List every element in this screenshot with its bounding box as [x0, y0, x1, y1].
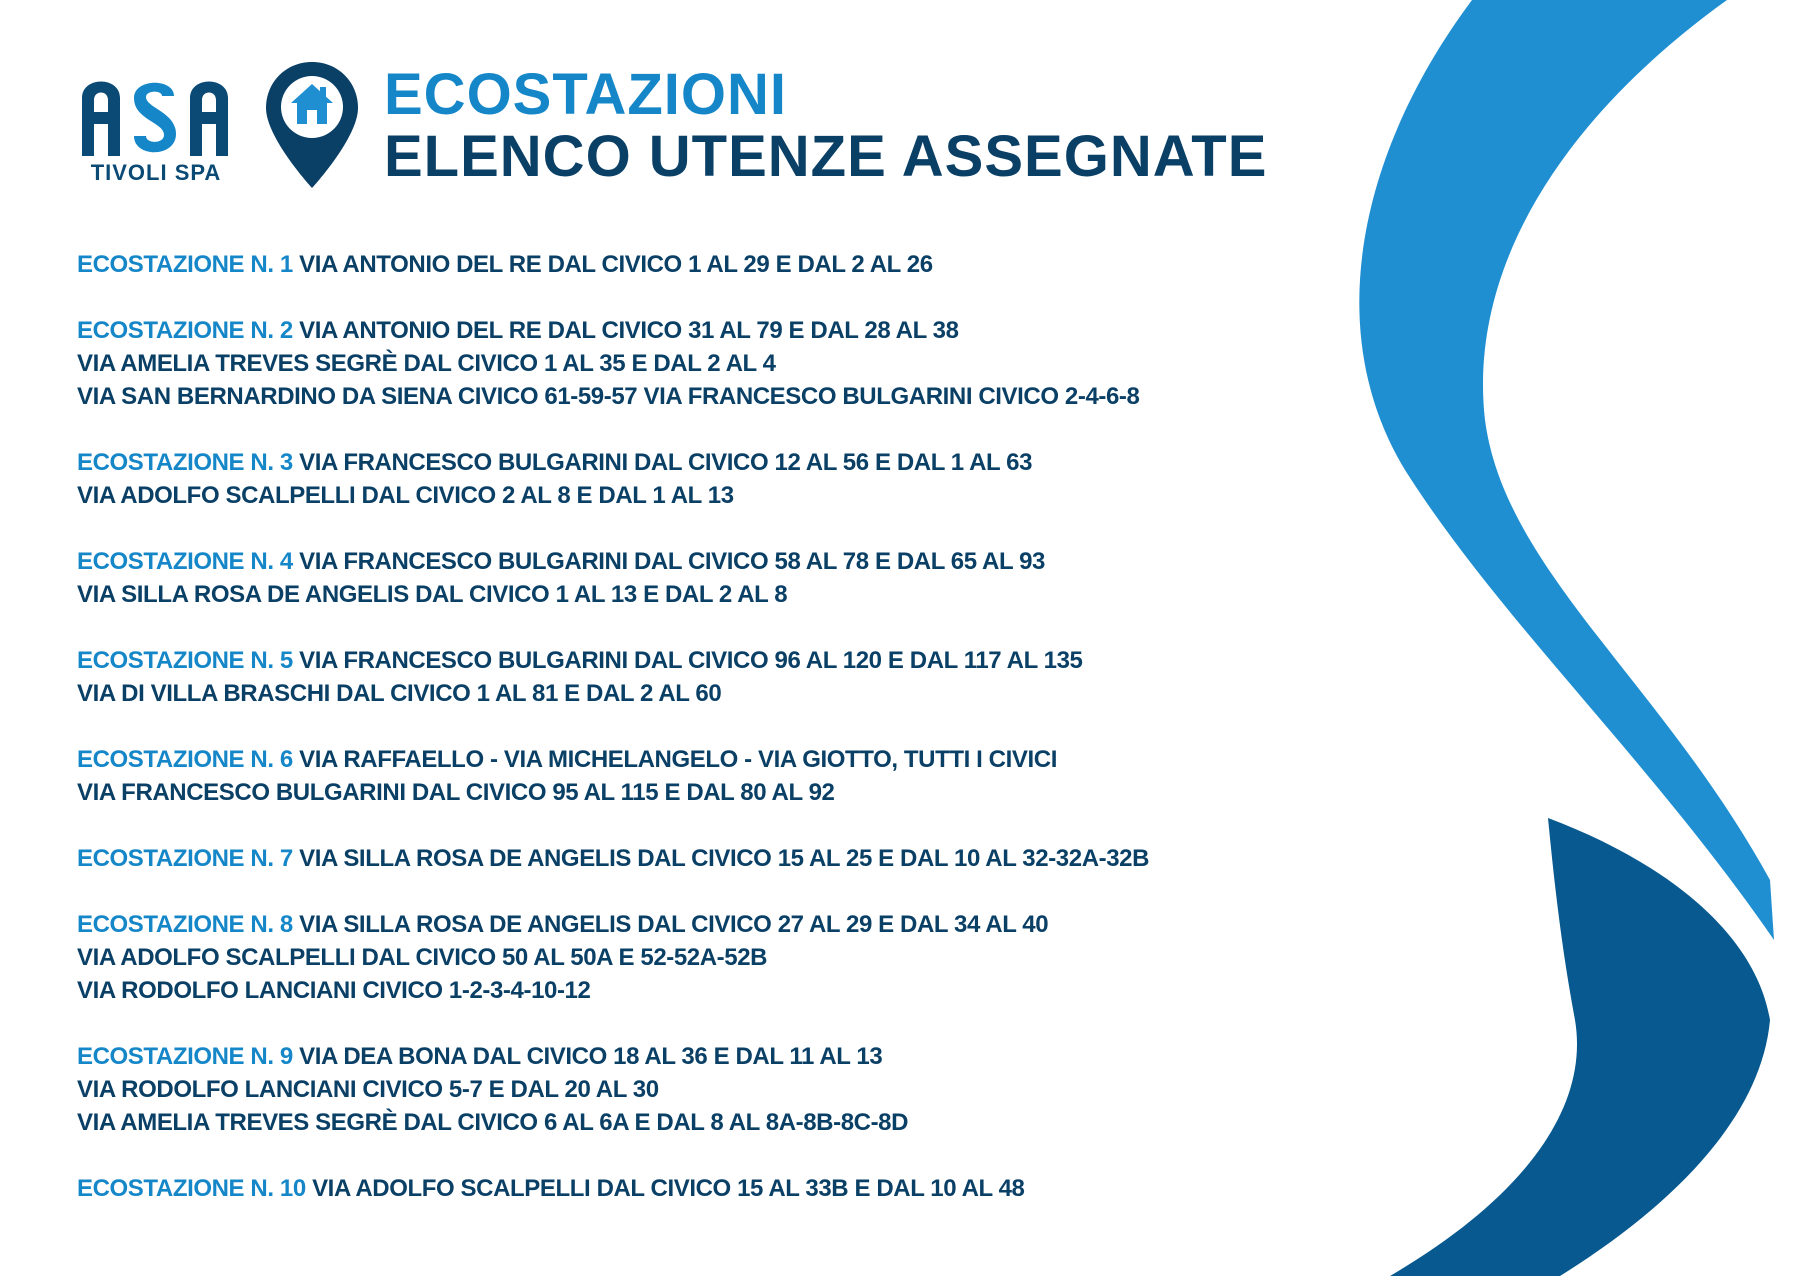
station-address: VIA ADOLFO SCALPELLI DAL CIVICO 15 AL 33B E DAL 10 AL 48 — [312, 1175, 1025, 1202]
station-address: VIA ANTONIO DEL RE DAL CIVICO 1 AL 29 E DAL 2 AL 26 — [299, 251, 933, 278]
wave-light — [1359, 0, 1774, 940]
station-address: VIA ADOLFO SCALPELLI DAL CIVICO 2 AL 8 E DAL 1 AL 13 — [77, 482, 734, 509]
station-item — [77, 545, 1377, 611]
station-label: ECOSTAZIONE N. 3 — [77, 449, 293, 476]
station-label: ECOSTAZIONE N. 7 — [77, 845, 293, 872]
station-item — [77, 1040, 1377, 1139]
station-address: VIA SILLA ROSA DE ANGELIS DAL CIVICO 15 AL 25 E DAL 10 AL 32-32A-32B — [299, 845, 1150, 872]
station-address: VIA DEA BONA DAL CIVICO 18 AL 36 E DAL 11 AL 13 — [299, 1043, 883, 1070]
station-address: VIA SILLA ROSA DE ANGELIS DAL CIVICO 1 AL 13 E DAL 2 AL 8 — [77, 581, 788, 608]
station-address: VIA FRANCESCO BULGARINI DAL CIVICO 96 AL 120 E DAL 117 AL 135 — [299, 647, 1083, 674]
station-address: VIA DI VILLA BRASCHI DAL CIVICO 1 AL 81 E DAL 2 AL 60 — [77, 680, 722, 707]
station-address: VIA AMELIA TREVES SEGRÈ DAL CIVICO 6 AL 6A E DAL 8 AL 8A-8B-8C-8D — [77, 1109, 909, 1136]
station-address: VIA ADOLFO SCALPELLI DAL CIVICO 50 AL 50A E 52-52A-52B — [77, 944, 768, 971]
station-item — [77, 908, 1377, 1007]
station-item — [77, 743, 1377, 809]
station-item — [77, 446, 1377, 512]
asa-logo — [76, 64, 236, 194]
wave-dark — [1390, 818, 1770, 1276]
station-address: VIA RODOLFO LANCIANI CIVICO 1-2-3-4-10-12 — [77, 977, 591, 1004]
station-list — [77, 248, 1377, 1238]
page-title: ECOSTAZIONI — [384, 62, 788, 127]
station-item — [77, 842, 1377, 875]
station-address: VIA SAN BERNARDINO DA SIENA CIVICO 61-59-57 VIA FRANCESCO BULGARINI CIVICO 2-4-6-8 — [77, 383, 1140, 410]
station-address: VIA FRANCESCO BULGARINI DAL CIVICO 95 AL 115 E DAL 80 AL 92 — [77, 779, 835, 806]
station-label: ECOSTAZIONE N. 10 — [77, 1175, 306, 1202]
page-subtitle: ELENCO UTENZE ASSEGNATE — [384, 124, 1268, 189]
station-label: ECOSTAZIONE N. 2 — [77, 317, 293, 344]
station-item — [77, 644, 1377, 710]
asa-logo-mark — [76, 64, 236, 164]
station-address: VIA RODOLFO LANCIANI CIVICO 5-7 E DAL 20 AL 30 — [77, 1076, 659, 1103]
station-label: ECOSTAZIONE N. 4 — [77, 548, 293, 575]
station-address: VIA AMELIA TREVES SEGRÈ DAL CIVICO 1 AL 35 E DAL 2 AL 4 — [77, 350, 776, 377]
station-item — [77, 248, 1377, 281]
station-label: ECOSTAZIONE N. 8 — [77, 911, 293, 938]
station-address: VIA SILLA ROSA DE ANGELIS DAL CIVICO 27 AL 29 E DAL 34 AL 40 — [299, 911, 1049, 938]
station-item — [77, 1172, 1377, 1205]
logo-subtitle: TIVOLI SPA — [90, 160, 222, 185]
station-address: VIA FRANCESCO BULGARINI DAL CIVICO 58 AL 78 E DAL 65 AL 93 — [299, 548, 1045, 575]
station-address: VIA RAFFAELLO - VIA MICHELANGELO - VIA GIOTTO, TUTTI I CIVICI — [299, 746, 1057, 773]
station-label: ECOSTAZIONE N. 5 — [77, 647, 293, 674]
station-label: ECOSTAZIONE N. 9 — [77, 1043, 293, 1070]
station-label: ECOSTAZIONE N. 6 — [77, 746, 293, 773]
station-item — [77, 314, 1377, 413]
station-address: VIA FRANCESCO BULGARINI DAL CIVICO 12 AL 56 E DAL 1 AL 63 — [299, 449, 1033, 476]
station-address: VIA ANTONIO DEL RE DAL CIVICO 31 AL 79 E DAL 28 AL 38 — [299, 317, 959, 344]
location-pin-home-icon — [262, 58, 362, 192]
station-label: ECOSTAZIONE N. 1 — [77, 251, 293, 278]
